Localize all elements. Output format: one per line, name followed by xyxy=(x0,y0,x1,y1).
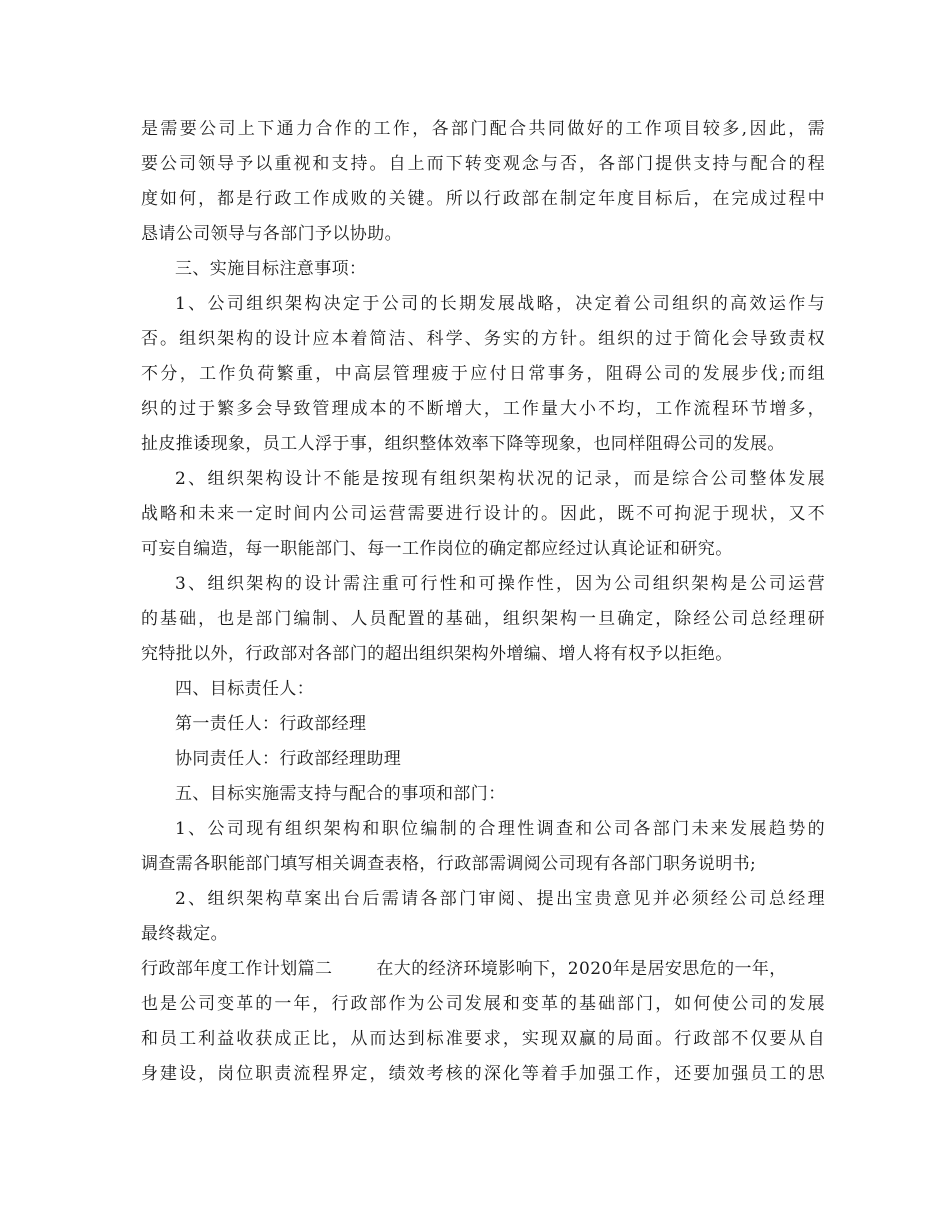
text-line: 2、组织架构草案出台后需请各部门审阅、提出宝贵意见并必须经公司总经理 xyxy=(175,889,825,909)
text-line: 第一责任人：行政部经理 xyxy=(175,714,367,734)
section-title-line xyxy=(141,952,825,987)
text-line: 度如何，都是行政工作成败的关键。所以行政部在制定年度目标后，在完成过程中 xyxy=(141,189,825,209)
text-line-tail: 在大的经济环境影响下，2020年是居安思危的一年， xyxy=(376,959,787,979)
text-line: 2、组织架构设计不能是按现有组织架构状况的记录，而是综合公司整体发展 xyxy=(175,469,825,489)
text-line: 协同责任人：行政部经理助理 xyxy=(175,749,402,769)
text-line: 和员工利益收获成正比，从而达到标准要求，实现双赢的局面。行政部不仅要从自 xyxy=(141,1029,825,1049)
text-line: 究特批以外，行政部对各部门的超出组织架构外增编、增人将有权予以拒绝。 xyxy=(141,644,733,664)
text-line: 织的过于繁多会导致管理成本的不断增大，工作量大小不均，工作流程环节增多， xyxy=(141,399,825,419)
text-line: 也是公司变革的一年，行政部作为公司发展和变革的基础部门，如何使公司的发展 xyxy=(141,994,825,1014)
text-line: 调查需各职能部门填写相关调查表格，行政部需调阅公司现有各部门职务说明书; xyxy=(141,854,757,874)
text-line: 扯皮推诿现象，员工人浮于事，组织整体效率下降等现象，也同样阻碍公司的发展。 xyxy=(141,434,785,454)
text-line: 战略和未来一定时间内公司运营需要进行设计的。因此，既不可拘泥于现状，又不 xyxy=(141,504,825,524)
text-line: 3、组织架构的设计需注重可行性和可操作性，因为公司组织架构是公司运营 xyxy=(175,574,825,594)
text-line: 恳请公司领导与各部门予以协助。 xyxy=(141,224,402,244)
text-line: 1、公司组织架构决定于公司的长期发展战略，决定着公司组织的高效运作与 xyxy=(175,294,825,314)
section-title: 行政部年度工作计划篇二 xyxy=(141,959,333,979)
text-line: 不分，工作负荷繁重，中高层管理疲于应付日常事务，阻碍公司的发展步伐;而组 xyxy=(141,364,825,384)
text-line: 1、公司现有组织架构和职位编制的合理性调查和公司各部门未来发展趋势的 xyxy=(175,819,825,839)
text-line: 的基础，也是部门编制、人员配置的基础，组织架构一旦确定，除经公司总经理研 xyxy=(141,609,825,629)
section-heading: 四、目标责任人： xyxy=(175,679,315,699)
text-line: 可妄自编造，每一职能部门、每一工作岗位的确定都应经过认真论证和研究。 xyxy=(141,539,733,559)
document-body xyxy=(141,112,825,1092)
text-line: 是需要公司上下通力合作的工作，各部门配合共同做好的工作项目较多,因此，需 xyxy=(141,119,825,139)
text-line: 身建设，岗位职责流程界定，绩效考核的深化等着手加强工作，还要加强员工的思 xyxy=(141,1064,825,1084)
section-heading: 五、目标实施需支持与配合的事项和部门： xyxy=(175,784,506,804)
text-line: 要公司领导予以重视和支持。自上而下转变观念与否，各部门提供支持与配合的程 xyxy=(141,154,825,174)
text-line: 否。组织架构的设计应本着简洁、科学、务实的方针。组织的过于简化会导致责权 xyxy=(141,329,825,349)
text-line: 最终裁定。 xyxy=(141,924,228,944)
section-heading: 三、实施目标注意事项： xyxy=(175,259,367,279)
